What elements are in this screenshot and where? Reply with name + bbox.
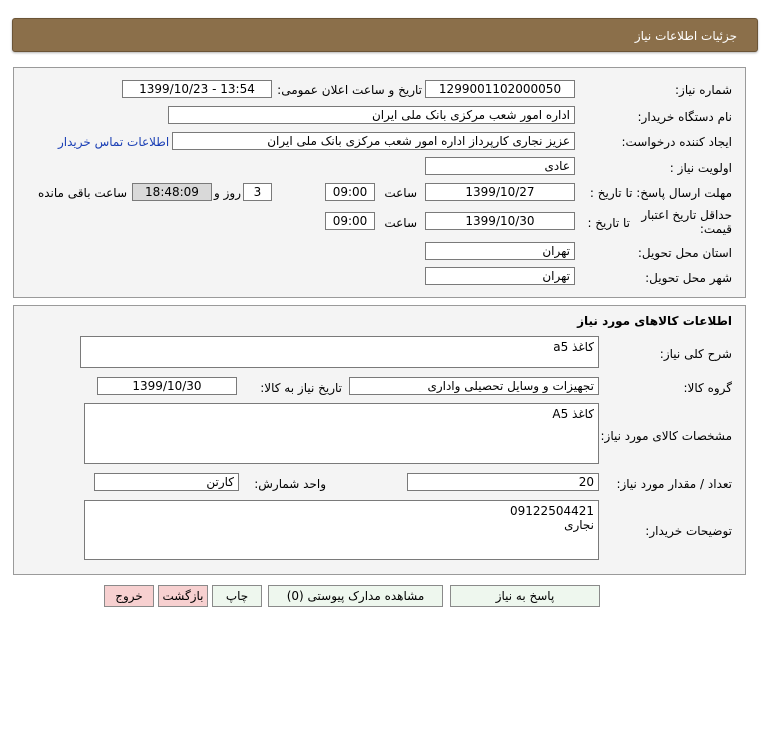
deadline-label: مهلت ارسال پاسخ: تا تاریخ : xyxy=(589,186,732,200)
print-button[interactable]: چاپ xyxy=(212,585,262,607)
goods-section-title: اطلاعات کالاهای مورد نیاز xyxy=(577,314,732,328)
need-details-panel xyxy=(13,67,746,298)
validity-label: حداقل تاریخ اعتبار قیمت: xyxy=(641,208,732,236)
need-number-label: شماره نیاز: xyxy=(675,83,732,97)
priority-label: اولویت نیاز : xyxy=(669,161,732,175)
goods-group-field: تجهیزات و وسایل تحصیلی واداری xyxy=(349,377,599,395)
deadline-time-label: ساعت xyxy=(384,186,417,200)
back-button[interactable]: بازگشت xyxy=(158,585,208,607)
validity-date-label: تا تاریخ : xyxy=(587,216,630,230)
remaining-time-label: ساعت باقی مانده xyxy=(37,186,127,200)
city-field: تهران xyxy=(425,267,575,285)
need-number-field: 1299001102000050 xyxy=(425,80,575,98)
days-label: روز و xyxy=(214,186,241,200)
buyer-notes-label: توضیحات خریدار: xyxy=(645,524,732,538)
days-remaining-field: 3 xyxy=(243,183,272,201)
need-date-label: تاریخ نیاز به کالا: xyxy=(260,381,342,395)
page-header xyxy=(12,18,758,52)
buyer-org-label: نام دستگاه خریدار: xyxy=(637,110,732,124)
specs-field: کاغذ A5 xyxy=(84,403,599,464)
deadline-date-field: 1399/10/27 xyxy=(425,183,575,201)
announce-datetime-label: تاریخ و ساعت اعلان عمومی: xyxy=(277,83,422,97)
validity-time-field: 09:00 xyxy=(325,212,375,230)
exit-button[interactable]: خروج xyxy=(104,585,154,607)
requester-label: ایجاد کننده درخواست: xyxy=(621,135,732,149)
buyer-notes-name: نجاری xyxy=(564,518,594,532)
unit-label: واحد شمارش: xyxy=(254,477,326,491)
buyer-notes-field xyxy=(84,500,599,560)
province-label: استان محل تحویل: xyxy=(637,246,732,260)
buyer-org-field: اداره امور شعب مرکزی بانک ملی ایران xyxy=(168,106,575,124)
announce-datetime-field: 1399/10/23 - 13:54 xyxy=(122,80,272,98)
priority-field: عادی xyxy=(425,157,575,175)
unit-field: کارتن xyxy=(94,473,239,491)
specs-label: مشخصات کالای مورد نیاز: xyxy=(600,429,732,443)
buyer-notes-phone: 09122504421 xyxy=(510,504,594,518)
summary-label: شرح کلی نیاز: xyxy=(659,347,732,361)
summary-field: کاغذ a5 xyxy=(80,336,599,368)
quantity-field: 20 xyxy=(407,473,599,491)
validity-date-field: 1399/10/30 xyxy=(425,212,575,230)
reply-button[interactable]: پاسخ به نیاز xyxy=(450,585,600,607)
page-title: جزئیات اطلاعات نیاز xyxy=(634,29,737,43)
buyer-contact-link[interactable]: اطلاعات تماس خریدار xyxy=(58,135,170,149)
requester-field: عزیز نجاری کارپرداز اداره امور شعب مرکزی بانک ملی ایران xyxy=(172,132,575,150)
deadline-time-field: 09:00 xyxy=(325,183,375,201)
view-attachments-button[interactable]: مشاهده مدارک پیوستی (0) xyxy=(268,585,443,607)
quantity-label: تعداد / مقدار مورد نیاز: xyxy=(616,477,732,491)
remaining-time-field: 18:48:09 xyxy=(132,183,212,201)
province-field: تهران xyxy=(425,242,575,260)
goods-group-label: گروه کالا: xyxy=(683,381,732,395)
validity-time-label: ساعت xyxy=(384,216,417,230)
city-label: شهر محل تحویل: xyxy=(645,271,732,285)
need-date-field: 1399/10/30 xyxy=(97,377,237,395)
